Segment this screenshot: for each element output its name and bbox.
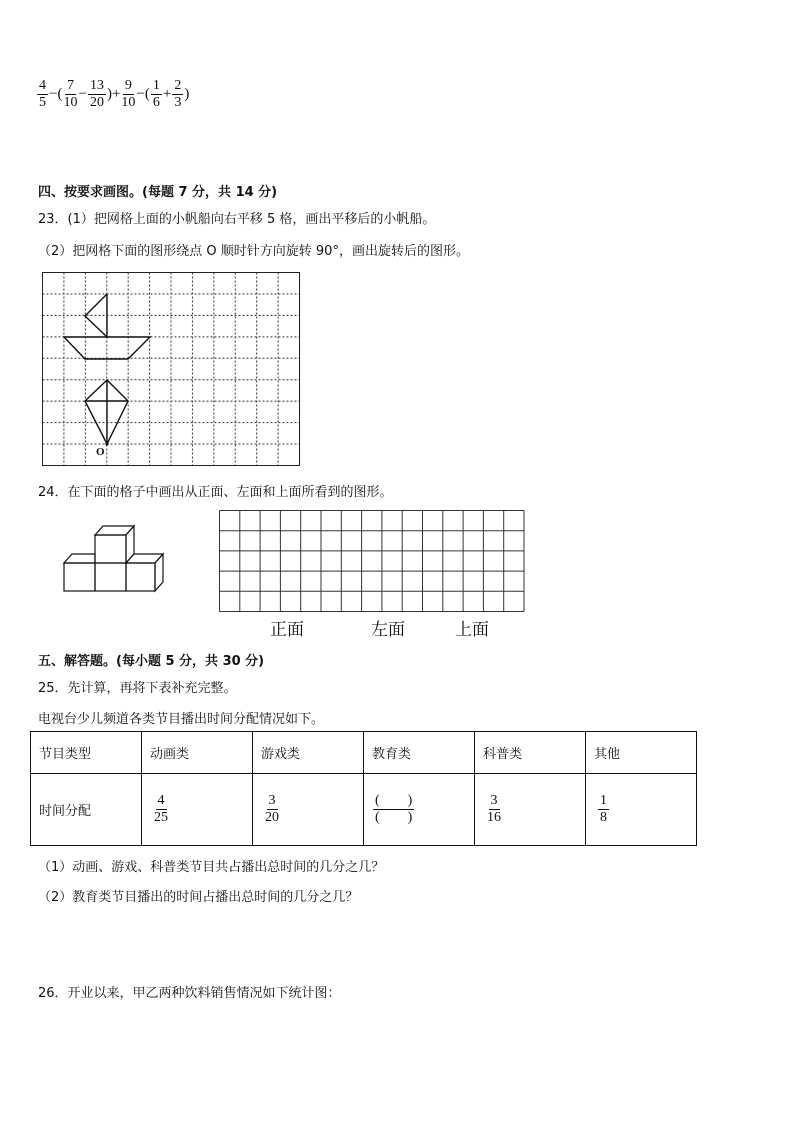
point-o-label: O [96, 446, 105, 458]
kite-shape [85, 380, 128, 444]
fraction: $\frac{1}{6}$ [152, 78, 160, 110]
minus-sign: − [49, 86, 58, 102]
view-drawing-grid[interactable] [218, 509, 526, 613]
table-header-cell: 游戏类 [253, 732, 364, 774]
fraction: $\frac{3}{16}$ [487, 793, 501, 825]
table-row-label: 时间分配 [31, 774, 142, 846]
minus-sign: − [78, 86, 87, 102]
section-heading: 四、按要求画图。(每题 7 分，共 14 分) [38, 185, 278, 200]
question-25: 25．先计算，再将下表补充完整。 [38, 681, 237, 696]
open-paren: ( [144, 86, 150, 102]
cube-top-right [126, 554, 163, 563]
close-paren: ) [106, 86, 112, 102]
cube-top-left [64, 554, 95, 563]
fraction: $\frac{4}{5}$ [39, 78, 46, 110]
section-heading: 五、解答题。(每小题 5 分，共 30 分) [38, 654, 265, 669]
fraction: $\frac{3}{20}$ [265, 793, 279, 825]
cube-side-top [126, 526, 134, 563]
table-cell [142, 774, 253, 846]
rotation-point [105, 442, 108, 445]
fraction: $\frac{9}{10}$ [121, 78, 136, 110]
table-cell [475, 774, 586, 846]
cube-front-3 [126, 563, 155, 591]
fraction: $\frac{7}{10}$ [63, 78, 78, 110]
fraction: $\frac{1}{8}$ [600, 793, 607, 825]
grid-lines [43, 273, 300, 466]
table-row [31, 774, 697, 846]
question-25-sub1: （1）动画、游戏、科普类节目共占播出总时间的几分之几？ [38, 860, 385, 875]
close-paren: ) [184, 86, 190, 102]
open-paren: ( [57, 86, 63, 102]
cube-side [155, 554, 163, 591]
fraction: $\frac{13}{20}$ [89, 78, 104, 110]
table-cell [253, 774, 364, 846]
minus-sign: − [136, 86, 145, 102]
program-time-table [30, 731, 697, 846]
boat-hull [64, 337, 150, 359]
plus-sign: + [162, 86, 172, 102]
table-caption: 电视台少儿频道各类节目播出时间分配情况如下。 [38, 712, 325, 727]
question-26: 26．开业以来，甲乙两种饮料销售情况如下统计图： [38, 986, 341, 1001]
table-header-cell: 动画类 [142, 732, 253, 774]
fraction-expression [36, 78, 189, 111]
grid-lines [220, 511, 525, 612]
fraction: $\frac{4}{25}$ [154, 793, 168, 825]
cube-front-top [95, 535, 126, 563]
table-header-cell: 教育类 [364, 732, 475, 774]
plus-sign: + [111, 86, 121, 102]
table-cell [586, 774, 697, 846]
cube-front-1 [64, 563, 95, 591]
question-23-part2: （2）把网格下面的图形绕点 O 顺时针方向旋转 90°，画出旋转后的图形。 [38, 244, 469, 259]
table-header-cell: 科普类 [475, 732, 586, 774]
cube-top-top [95, 526, 134, 535]
cube-front-2 [95, 563, 126, 591]
question-24: 24．在下面的格子中画出从正面、左面和上面所看到的图形。 [38, 485, 393, 500]
top-view-label: 上面 [455, 620, 489, 640]
table-header-cell: 其他 [586, 732, 697, 774]
question-23-part1: 23．(1）把网格上面的小帆船向右平移 5 格，画出平移后的小帆船。 [38, 212, 436, 227]
fraction: $\frac{2}{3}$ [174, 78, 182, 110]
cube-stack-figure [62, 523, 168, 595]
drawing-grid[interactable] [40, 271, 302, 468]
question-25-sub2: （2）教育类节目播出的时间占播出总时间的几分之几？ [38, 890, 359, 905]
table-header-cell: 节目类型 [31, 732, 142, 774]
table-cell-blank[interactable] [364, 774, 475, 846]
front-view-label: 正面 [270, 620, 304, 640]
blank-fraction: $\frac{( )}{( )}$ [375, 793, 413, 825]
table-header-row [31, 732, 697, 774]
left-view-label: 左面 [371, 620, 405, 640]
